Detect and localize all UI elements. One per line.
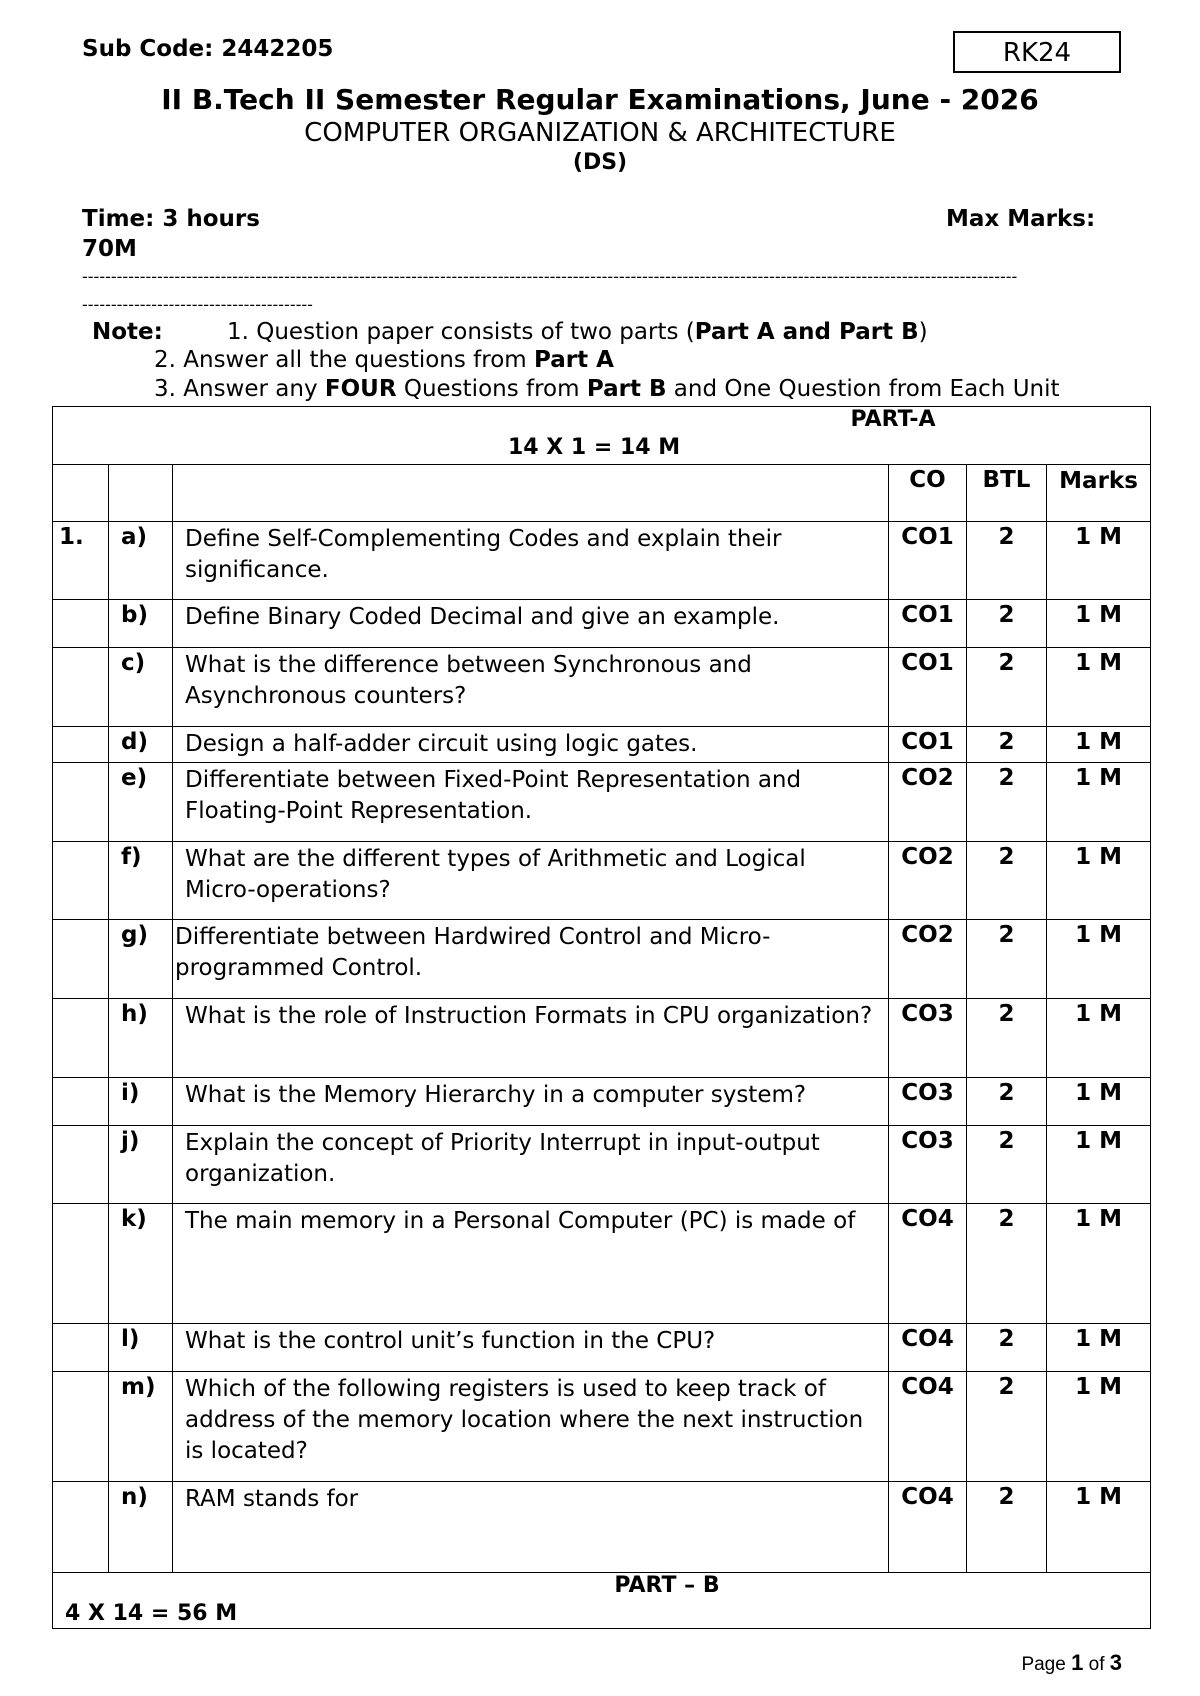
question-table	[52, 406, 1151, 1629]
question-text: What are the different types of Arithmetic and Logical Micro-operations?	[173, 842, 889, 920]
sub-question-label: m)	[109, 1372, 173, 1482]
note-line-1	[92, 319, 928, 345]
note-line-3-bold-part: Part B	[586, 376, 667, 402]
course-outcome: CO1	[889, 727, 967, 763]
question-row	[53, 1482, 1151, 1573]
question-row	[53, 727, 1151, 763]
question-text: What is the role of Instruction Formats in CPU organization?	[173, 999, 889, 1078]
question-number	[53, 1482, 109, 1573]
question-number	[53, 842, 109, 920]
question-text: What is the Memory Hierarchy in a computer system?	[173, 1078, 889, 1126]
question-number	[53, 1126, 109, 1204]
question-marks: 1 M	[1047, 1482, 1151, 1573]
question-text: Define Self-Complementing Codes and explain their significance.	[173, 522, 889, 600]
column-header-co: CO	[889, 465, 967, 522]
sub-question-label: e)	[109, 763, 173, 842]
subject-code: Sub Code: 2442205	[82, 36, 334, 62]
question-marks: 1 M	[1047, 920, 1151, 999]
bloom-level: 2	[967, 1324, 1047, 1372]
page-number	[1021, 1650, 1122, 1676]
question-row	[53, 920, 1151, 999]
question-text: Explain the concept of Priority Interrupt in input-output organization.	[173, 1126, 889, 1204]
exam-title: II B.Tech II Semester Regular Examinations, June - 2026	[161, 83, 1039, 116]
question-marks: 1 M	[1047, 600, 1151, 648]
question-row	[53, 600, 1151, 648]
course-outcome: CO4	[889, 1482, 967, 1573]
header-blank-qno	[53, 465, 109, 522]
question-number	[53, 648, 109, 727]
sub-question-label: c)	[109, 648, 173, 727]
question-row	[53, 1372, 1151, 1482]
question-text: The main memory in a Personal Computer (PC) is made of	[173, 1204, 889, 1324]
course-outcome: CO4	[889, 1204, 967, 1324]
question-marks: 1 M	[1047, 1126, 1151, 1204]
course-outcome: CO3	[889, 1126, 967, 1204]
question-text: Differentiate between Fixed-Point Representation and Floating-Point Representation.	[173, 763, 889, 842]
bloom-level: 2	[967, 763, 1047, 842]
question-number	[53, 920, 109, 999]
column-header-marks: Marks	[1047, 465, 1151, 522]
question-marks: 1 M	[1047, 999, 1151, 1078]
part-a-title: PART-A	[850, 407, 936, 432]
bloom-level: 2	[967, 920, 1047, 999]
question-row	[53, 763, 1151, 842]
page-of: of	[1083, 1654, 1110, 1675]
question-number	[53, 1324, 109, 1372]
sub-question-label: i)	[109, 1078, 173, 1126]
course-title: COMPUTER ORGANIZATION & ARCHITECTURE	[304, 118, 896, 148]
header-blank-question	[173, 465, 889, 522]
page-word: Page	[1021, 1654, 1072, 1675]
part-a-heading	[53, 407, 1151, 465]
exam-duration: Time: 3 hours	[82, 206, 260, 232]
question-row	[53, 1204, 1151, 1324]
question-text: Design a half-adder circuit using logic gates.	[173, 727, 889, 763]
header-blank-sub	[109, 465, 173, 522]
note-label: Note:	[92, 319, 163, 345]
sub-question-label: j)	[109, 1126, 173, 1204]
question-number	[53, 1204, 109, 1324]
question-marks: 1 M	[1047, 1372, 1151, 1482]
note-line-2-bold: Part A	[534, 347, 614, 373]
bloom-level: 2	[967, 1078, 1047, 1126]
sub-question-label: f)	[109, 842, 173, 920]
page-current: 1	[1071, 1650, 1084, 1675]
bloom-level: 2	[967, 727, 1047, 763]
question-text: Which of the following registers is used to keep track of address of the memory location where the next instruction is located?	[173, 1372, 889, 1482]
part-b-formula: 4 X 14 = 56 M	[65, 1601, 238, 1626]
note-line-3-mid: Questions from	[396, 376, 587, 402]
question-row	[53, 1324, 1151, 1372]
regulation-code-box: RK24	[953, 31, 1121, 73]
bloom-level: 2	[967, 1372, 1047, 1482]
column-header-row	[53, 465, 1151, 522]
sub-question-label: l)	[109, 1324, 173, 1372]
course-outcome: CO2	[889, 763, 967, 842]
bloom-level: 2	[967, 522, 1047, 600]
part-b-heading	[53, 1573, 1151, 1629]
question-row	[53, 648, 1151, 727]
question-marks: 1 M	[1047, 522, 1151, 600]
question-marks: 1 M	[1047, 1204, 1151, 1324]
max-marks-value: 70M	[82, 236, 137, 262]
course-outcome: CO1	[889, 600, 967, 648]
divider-dashes: ------------------------------------------------------------------------------------------------------------------------------------------------------------------	[82, 267, 1018, 286]
sub-question-label: a)	[109, 522, 173, 600]
question-marks: 1 M	[1047, 1078, 1151, 1126]
course-outcome: CO1	[889, 648, 967, 727]
note-line-2-text: 2. Answer all the questions from	[154, 347, 535, 373]
question-marks: 1 M	[1047, 648, 1151, 727]
sub-question-label: n)	[109, 1482, 173, 1573]
course-outcome: CO4	[889, 1324, 967, 1372]
bloom-level: 2	[967, 648, 1047, 727]
note-line-1-text: 1. Question paper consists of two parts (	[227, 319, 695, 345]
sub-question-label: g)	[109, 920, 173, 999]
sub-question-label: k)	[109, 1204, 173, 1324]
column-header-btl: BTL	[967, 465, 1047, 522]
divider-dashes-continued: ----------------------------------------	[82, 295, 313, 314]
question-marks: 1 M	[1047, 727, 1151, 763]
bloom-level: 2	[967, 600, 1047, 648]
course-outcome: CO3	[889, 1078, 967, 1126]
part-b-title: PART – B	[614, 1573, 720, 1598]
question-number	[53, 1078, 109, 1126]
branch-label: (DS)	[572, 150, 628, 175]
note-line-3-end: and One Question from Each Unit	[666, 376, 1060, 402]
question-marks: 1 M	[1047, 763, 1151, 842]
sub-question-label: d)	[109, 727, 173, 763]
bloom-level: 2	[967, 1204, 1047, 1324]
question-marks: 1 M	[1047, 1324, 1151, 1372]
note-line-2	[154, 347, 614, 373]
course-outcome: CO4	[889, 1372, 967, 1482]
bloom-level: 2	[967, 1126, 1047, 1204]
question-text: Differentiate between Hardwired Control and Micro-programmed Control.	[173, 920, 889, 999]
sub-question-label: b)	[109, 600, 173, 648]
question-number	[53, 727, 109, 763]
question-number	[53, 999, 109, 1078]
question-text: Define Binary Coded Decimal and give an example.	[173, 600, 889, 648]
question-row	[53, 842, 1151, 920]
note-line-1-end: )	[918, 319, 928, 345]
question-number: 1.	[53, 522, 109, 600]
question-text: What is the difference between Synchronous and Asynchronous counters?	[173, 648, 889, 727]
note-line-3-bold-count: FOUR	[324, 376, 397, 402]
course-outcome: CO2	[889, 920, 967, 999]
course-outcome: CO3	[889, 999, 967, 1078]
max-marks-label: Max Marks:	[946, 206, 1096, 232]
question-marks: 1 M	[1047, 842, 1151, 920]
question-text: RAM stands for	[173, 1482, 889, 1573]
bloom-level: 2	[967, 842, 1047, 920]
sub-question-label: h)	[109, 999, 173, 1078]
question-row	[53, 999, 1151, 1078]
note-line-3	[154, 376, 1060, 402]
page-total: 3	[1109, 1650, 1122, 1675]
bloom-level: 2	[967, 1482, 1047, 1573]
course-outcome: CO1	[889, 522, 967, 600]
question-number	[53, 600, 109, 648]
question-row	[53, 1126, 1151, 1204]
question-number	[53, 763, 109, 842]
course-outcome: CO2	[889, 842, 967, 920]
question-row	[53, 522, 1151, 600]
question-number	[53, 1372, 109, 1482]
question-text: What is the control unit’s function in the CPU?	[173, 1324, 889, 1372]
part-a-formula: 14 X 1 = 14 M	[508, 435, 681, 460]
note-line-1-bold: Part A and Part B	[694, 319, 919, 345]
question-row	[53, 1078, 1151, 1126]
note-line-3-text: 3. Answer any	[154, 376, 325, 402]
bloom-level: 2	[967, 999, 1047, 1078]
